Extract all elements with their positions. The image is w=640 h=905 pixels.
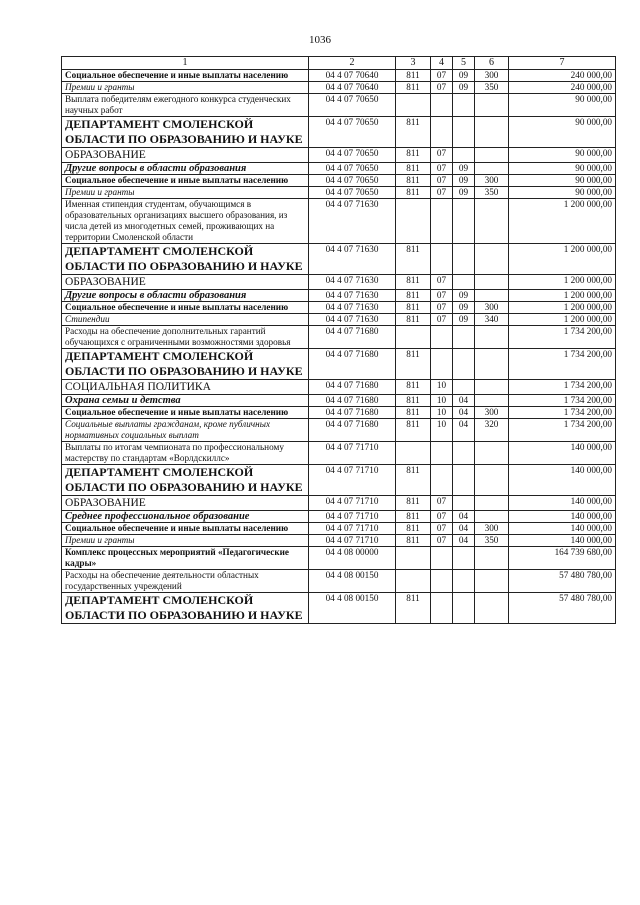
row-kvr: 300: [475, 407, 509, 419]
table-row: [62, 419, 616, 442]
row-vr: [396, 199, 431, 244]
table-row: [62, 314, 616, 326]
table-row: [62, 175, 616, 187]
row-kvr: [475, 199, 509, 244]
row-vr: 811: [396, 407, 431, 419]
row-name: ДЕПАРТАМЕНТ СМОЛЕНСКОЙ ОБЛАСТИ ПО ОБРАЗОВАНИЮ И НАУКЕ: [62, 349, 309, 380]
row-pr: [453, 547, 475, 570]
row-name: Премии и гранты: [62, 535, 309, 547]
row-pr: 04: [453, 395, 475, 407]
row-vr: 811: [396, 244, 431, 275]
row-sum: 1 734 200,00: [509, 419, 616, 442]
row-name: Среднее профессиональное образование: [62, 511, 309, 523]
row-code: 04 4 07 71680: [309, 419, 396, 442]
row-name: Социальное обеспечение и иные выплаты населению: [62, 70, 309, 82]
row-rz: [431, 326, 453, 349]
row-vr: 811: [396, 187, 431, 199]
row-vr: 811: [396, 82, 431, 94]
row-rz: [431, 465, 453, 496]
row-rz: 07: [431, 70, 453, 82]
row-name: Расходы на обеспечение дополнительных гарантий обучающихся с ограниченными возможностями здоровья: [62, 326, 309, 349]
row-pr: [453, 94, 475, 117]
row-pr: 09: [453, 314, 475, 326]
row-code: 04 4 07 71710: [309, 465, 396, 496]
row-rz: 10: [431, 380, 453, 395]
row-pr: [453, 593, 475, 624]
column-header: 7: [509, 57, 616, 70]
row-rz: 07: [431, 523, 453, 535]
row-vr: [396, 94, 431, 117]
row-vr: 811: [396, 117, 431, 148]
row-name: Комплекс процессных мероприятий «Педагогические кадры»: [62, 547, 309, 570]
column-header: 1: [62, 57, 309, 70]
row-kvr: [475, 349, 509, 380]
row-sum: 140 000,00: [509, 523, 616, 535]
table-row: [62, 349, 616, 380]
row-pr: [453, 442, 475, 465]
row-kvr: [475, 570, 509, 593]
row-rz: [431, 547, 453, 570]
row-rz: 07: [431, 290, 453, 302]
row-sum: 1 200 000,00: [509, 244, 616, 275]
row-code: 04 4 07 71630: [309, 275, 396, 290]
row-sum: 90 000,00: [509, 94, 616, 117]
row-code: 04 4 07 70650: [309, 175, 396, 187]
row-name: Охрана семьи и детства: [62, 395, 309, 407]
row-kvr: [475, 593, 509, 624]
row-rz: 07: [431, 187, 453, 199]
row-name: Социальные выплаты гражданам, кроме публичных нормативных социальных выплат: [62, 419, 309, 442]
row-code: 04 4 07 71680: [309, 349, 396, 380]
row-pr: 09: [453, 175, 475, 187]
row-kvr: [475, 442, 509, 465]
row-name: Социальное обеспечение и иные выплаты населению: [62, 523, 309, 535]
row-name: Расходы на обеспечение деятельности областных государственных учреждений: [62, 570, 309, 593]
row-vr: 811: [396, 511, 431, 523]
row-code: 04 4 07 70640: [309, 82, 396, 94]
row-sum: 1 734 200,00: [509, 395, 616, 407]
row-sum: 140 000,00: [509, 496, 616, 511]
row-sum: 90 000,00: [509, 117, 616, 148]
row-pr: 09: [453, 163, 475, 175]
row-vr: 811: [396, 419, 431, 442]
row-pr: [453, 380, 475, 395]
row-name: Социальное обеспечение и иные выплаты населению: [62, 407, 309, 419]
row-kvr: [475, 94, 509, 117]
column-header: 5: [453, 57, 475, 70]
row-rz: 07: [431, 148, 453, 163]
row-pr: [453, 465, 475, 496]
row-code: 04 4 08 00150: [309, 570, 396, 593]
row-sum: 140 000,00: [509, 465, 616, 496]
row-name: ДЕПАРТАМЕНТ СМОЛЕНСКОЙ ОБЛАСТИ ПО ОБРАЗОВАНИЮ И НАУКЕ: [62, 117, 309, 148]
row-sum: 1 734 200,00: [509, 407, 616, 419]
row-kvr: 300: [475, 302, 509, 314]
row-sum: 57 480 780,00: [509, 593, 616, 624]
row-code: 04 4 07 70650: [309, 117, 396, 148]
row-rz: 07: [431, 302, 453, 314]
row-sum: 164 739 680,00: [509, 547, 616, 570]
row-kvr: [475, 547, 509, 570]
row-sum: 1 200 000,00: [509, 199, 616, 244]
table-row: [62, 395, 616, 407]
row-code: 04 4 08 00000: [309, 547, 396, 570]
row-code: 04 4 07 70650: [309, 148, 396, 163]
row-rz: 10: [431, 407, 453, 419]
row-pr: 04: [453, 419, 475, 442]
column-header: 3: [396, 57, 431, 70]
row-pr: [453, 117, 475, 148]
row-rz: [431, 349, 453, 380]
row-name: Стипендии: [62, 314, 309, 326]
row-pr: 09: [453, 70, 475, 82]
row-vr: 811: [396, 496, 431, 511]
table-row: [62, 593, 616, 624]
row-rz: 10: [431, 395, 453, 407]
row-code: 04 4 08 00150: [309, 593, 396, 624]
row-name: Именная стипендия студентам, обучающимся в образовательных организациях высшего образования, из числа детей из многодетных семей, проживающих на территории Смоленской области: [62, 199, 309, 244]
row-code: 04 4 07 71630: [309, 302, 396, 314]
row-pr: 09: [453, 290, 475, 302]
row-rz: 07: [431, 175, 453, 187]
table-row: [62, 465, 616, 496]
table-row: [62, 511, 616, 523]
row-vr: 811: [396, 314, 431, 326]
row-sum: 90 000,00: [509, 163, 616, 175]
row-vr: 811: [396, 290, 431, 302]
row-kvr: 300: [475, 523, 509, 535]
row-vr: 811: [396, 163, 431, 175]
row-code: 04 4 07 71630: [309, 314, 396, 326]
table-body: [62, 57, 616, 624]
page-number: 1036: [309, 34, 331, 46]
table-row: [62, 199, 616, 244]
table-row: [62, 547, 616, 570]
row-pr: 04: [453, 511, 475, 523]
row-code: 04 4 07 71710: [309, 523, 396, 535]
column-header: 4: [431, 57, 453, 70]
row-vr: [396, 326, 431, 349]
row-code: 04 4 07 71630: [309, 244, 396, 275]
row-sum: 1 200 000,00: [509, 302, 616, 314]
row-pr: 09: [453, 187, 475, 199]
table-row: [62, 442, 616, 465]
row-rz: [431, 94, 453, 117]
header-row: [62, 57, 616, 70]
row-kvr: [475, 163, 509, 175]
table-row: [62, 496, 616, 511]
table-row: [62, 163, 616, 175]
table-row: [62, 94, 616, 117]
row-code: 04 4 07 70640: [309, 70, 396, 82]
row-vr: 811: [396, 380, 431, 395]
row-name: Выплата победителям ежегодного конкурса студенческих научных работ: [62, 94, 309, 117]
row-vr: 811: [396, 70, 431, 82]
row-rz: 10: [431, 419, 453, 442]
row-code: 04 4 07 71680: [309, 380, 396, 395]
row-kvr: [475, 496, 509, 511]
row-kvr: [475, 290, 509, 302]
table-row: [62, 148, 616, 163]
row-vr: [396, 570, 431, 593]
row-code: 04 4 07 71680: [309, 326, 396, 349]
row-kvr: [475, 244, 509, 275]
row-sum: 90 000,00: [509, 175, 616, 187]
row-code: 04 4 07 71710: [309, 511, 396, 523]
row-pr: [453, 244, 475, 275]
row-code: 04 4 07 71710: [309, 535, 396, 547]
column-header: 2: [309, 57, 396, 70]
row-pr: [453, 570, 475, 593]
row-sum: 1 734 200,00: [509, 380, 616, 395]
table-row: [62, 326, 616, 349]
table-row: [62, 275, 616, 290]
row-pr: 09: [453, 82, 475, 94]
row-code: 04 4 07 71630: [309, 290, 396, 302]
row-kvr: [475, 380, 509, 395]
row-name: СОЦИАЛЬНАЯ ПОЛИТИКА: [62, 380, 309, 395]
row-rz: 07: [431, 511, 453, 523]
row-name: ДЕПАРТАМЕНТ СМОЛЕНСКОЙ ОБЛАСТИ ПО ОБРАЗОВАНИЮ И НАУКЕ: [62, 244, 309, 275]
row-pr: 04: [453, 407, 475, 419]
row-code: 04 4 07 70650: [309, 187, 396, 199]
row-code: 04 4 07 71710: [309, 442, 396, 465]
table-row: [62, 244, 616, 275]
row-vr: 811: [396, 465, 431, 496]
row-rz: 07: [431, 496, 453, 511]
row-pr: [453, 349, 475, 380]
row-sum: 90 000,00: [509, 148, 616, 163]
row-rz: [431, 117, 453, 148]
row-sum: 90 000,00: [509, 187, 616, 199]
row-rz: [431, 570, 453, 593]
table-row: [62, 70, 616, 82]
row-vr: 811: [396, 349, 431, 380]
row-sum: 1 200 000,00: [509, 275, 616, 290]
row-vr: [396, 442, 431, 465]
row-pr: [453, 496, 475, 511]
row-kvr: 350: [475, 535, 509, 547]
row-kvr: 350: [475, 82, 509, 94]
row-vr: 811: [396, 148, 431, 163]
row-sum: 1 200 000,00: [509, 314, 616, 326]
row-rz: 07: [431, 275, 453, 290]
row-pr: 09: [453, 302, 475, 314]
row-pr: [453, 275, 475, 290]
row-sum: 1 734 200,00: [509, 349, 616, 380]
table-row: [62, 570, 616, 593]
row-vr: 811: [396, 523, 431, 535]
row-vr: 811: [396, 535, 431, 547]
row-vr: 811: [396, 593, 431, 624]
row-kvr: [475, 275, 509, 290]
row-kvr: 300: [475, 70, 509, 82]
table-row: [62, 187, 616, 199]
row-name: Другие вопросы в области образования: [62, 163, 309, 175]
row-name: ДЕПАРТАМЕНТ СМОЛЕНСКОЙ ОБЛАСТИ ПО ОБРАЗОВАНИЮ И НАУКЕ: [62, 593, 309, 624]
row-code: 04 4 07 71680: [309, 395, 396, 407]
row-pr: [453, 326, 475, 349]
table-row: [62, 117, 616, 148]
budget-table: [61, 56, 616, 624]
row-kvr: [475, 117, 509, 148]
row-vr: 811: [396, 275, 431, 290]
row-name: Социальное обеспечение и иные выплаты населению: [62, 175, 309, 187]
table-row: [62, 523, 616, 535]
row-code: 04 4 07 70650: [309, 163, 396, 175]
row-vr: 811: [396, 175, 431, 187]
row-pr: [453, 148, 475, 163]
row-pr: 04: [453, 535, 475, 547]
row-kvr: [475, 395, 509, 407]
row-code: 04 4 07 71680: [309, 407, 396, 419]
table-row: [62, 302, 616, 314]
row-code: 04 4 07 70650: [309, 94, 396, 117]
row-name: Премии и гранты: [62, 82, 309, 94]
row-sum: 240 000,00: [509, 70, 616, 82]
row-name: ДЕПАРТАМЕНТ СМОЛЕНСКОЙ ОБЛАСТИ ПО ОБРАЗОВАНИЮ И НАУКЕ: [62, 465, 309, 496]
row-rz: [431, 244, 453, 275]
row-vr: 811: [396, 302, 431, 314]
row-sum: 57 480 780,00: [509, 570, 616, 593]
row-kvr: 320: [475, 419, 509, 442]
row-sum: 240 000,00: [509, 82, 616, 94]
table-row: [62, 290, 616, 302]
row-sum: 1 200 000,00: [509, 290, 616, 302]
row-kvr: [475, 465, 509, 496]
row-kvr: [475, 326, 509, 349]
row-vr: [396, 547, 431, 570]
row-sum: 140 000,00: [509, 442, 616, 465]
row-name: ОБРАЗОВАНИЕ: [62, 496, 309, 511]
table-row: [62, 380, 616, 395]
row-name: Премии и гранты: [62, 187, 309, 199]
row-kvr: [475, 511, 509, 523]
table-row: [62, 407, 616, 419]
row-name: Социальное обеспечение и иные выплаты населению: [62, 302, 309, 314]
row-vr: 811: [396, 395, 431, 407]
row-kvr: 350: [475, 187, 509, 199]
table-row: [62, 82, 616, 94]
row-rz: 07: [431, 535, 453, 547]
row-kvr: 300: [475, 175, 509, 187]
row-rz: 07: [431, 163, 453, 175]
row-rz: 07: [431, 82, 453, 94]
row-code: 04 4 07 71710: [309, 496, 396, 511]
row-code: 04 4 07 71630: [309, 199, 396, 244]
row-pr: [453, 199, 475, 244]
column-header: 6: [475, 57, 509, 70]
row-rz: 07: [431, 314, 453, 326]
row-rz: [431, 199, 453, 244]
row-kvr: 340: [475, 314, 509, 326]
row-rz: [431, 593, 453, 624]
table-row: [62, 535, 616, 547]
row-kvr: [475, 148, 509, 163]
row-sum: 1 734 200,00: [509, 326, 616, 349]
row-pr: 04: [453, 523, 475, 535]
row-sum: 140 000,00: [509, 535, 616, 547]
row-name: ОБРАЗОВАНИЕ: [62, 148, 309, 163]
row-name: Другие вопросы в области образования: [62, 290, 309, 302]
row-rz: [431, 442, 453, 465]
row-sum: 140 000,00: [509, 511, 616, 523]
row-name: Выплаты по итогам чемпионата по профессиональному мастерству по стандартам «Ворлдскиллс»: [62, 442, 309, 465]
row-name: ОБРАЗОВАНИЕ: [62, 275, 309, 290]
